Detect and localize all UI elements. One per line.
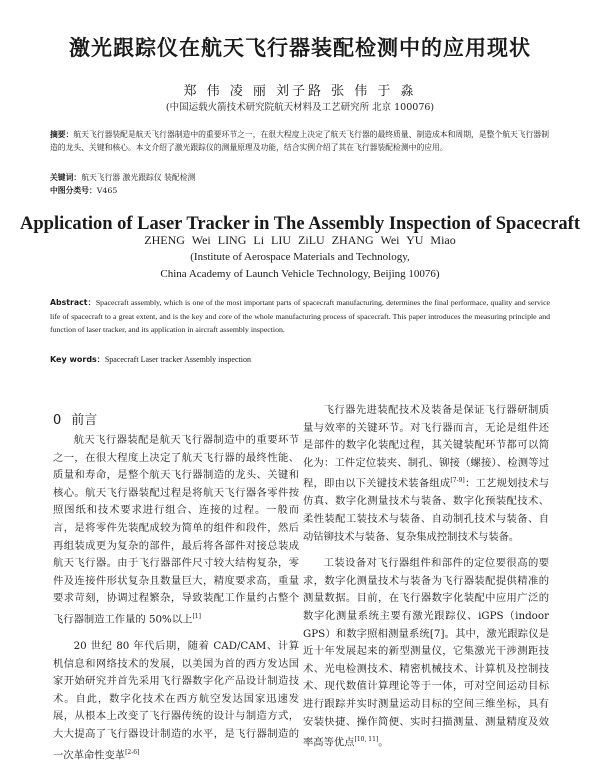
paper-title-cn: 激光跟踪仪在航天飞行器装配检测中的应用现状	[69, 36, 531, 60]
abstract-cn-label: 摘要：	[50, 130, 74, 139]
right-paragraph-2: 工装设备对飞行器组件和部件的定位要很高的要求，数字化测量技术与装备为飞行器装配提供精准的测量数据。目前，在飞行器数字化装配中应用广泛的数字化测量系统主要有激光跟踪仪、iGPS（indoor GPS）和数字照相测量系统[7]。其中，激光跟踪仪是近十年发展起来的新型测量仪，它集激光干涉测距技术、光电检测技术、精密机械技术、计算机及控制技术、现代数值计算理论等于一体，可对空间运动目标进行跟踪并实时测量运动目标的空间三维坐标，具有安装快捷、操作简便、实时扫描测量、测量精度及效率高等优点[10, 11]。	[303, 557, 549, 749]
citation: [2-6]	[125, 748, 140, 756]
affiliation-cn: (中国运载火箭技术研究院航天材料及工艺研究所 北京 100076)	[165, 102, 435, 113]
classification-cn	[50, 185, 550, 196]
affiliation-en-line2: China Academy of Launch Vehicle Technology, Beijing 10076)	[160, 268, 440, 280]
citation: [7-9]	[450, 477, 465, 485]
section-heading-intro	[53, 409, 107, 428]
keywords-cn	[50, 172, 550, 183]
right-paragraph-1: 飞行器先进装配技术及装备是保证飞行器研制质量与效率的关键环节。对飞行器而言，无论是组件还是部件的数字化装配过程，其关键装配环节都可以简化为：工件定位装夹、制孔、铆接（螺接）、检测等过程，即由以下关键技术装备组成[7-9]：工艺规划技术与仿真、数字化测量技术与装备、数字化预装配技术、柔性装配工装技术与装备、自动制孔技术与装备、自动钻铆技术与装备、复杂集成控制技术与装备。	[303, 404, 550, 543]
section-title: 前言	[71, 413, 98, 428]
right-column	[303, 402, 549, 752]
abstract-en-label: Abstract：	[50, 298, 96, 307]
abstract-cn	[50, 128, 550, 154]
left-paragraph-1: 航天飞行器装配是航天飞行器制造中的重要环节之一，在很大程度上决定了航天飞行器的最终性能、质量和寿命，是整个航天飞行器制造的龙头、关键和核心。航天飞行器装配过程是将航天飞行器各零件按照图纸和技术要求进行组合、连接的过程。一般而言，是将零件先装配成较为简单的组件和段件，然后再组装成更为复杂的部件，最后将各部件对接总装成航天飞行器。由于飞行器部件尺寸较大结构复杂，零件及连接件形状复杂且数量巨大，精度要求高，重量要求苛刻，协调过程繁杂，导致装配工作量约占整个飞行器制造工作量的 50%以上[1]	[53, 434, 299, 626]
authors-cn: 郑 伟 凌 丽 刘子路 张 伟 于 淼	[183, 84, 417, 99]
section-number: 0	[53, 413, 62, 428]
keywords-en	[50, 354, 550, 365]
left-column	[53, 432, 299, 765]
classification-cn-text: V465	[96, 186, 118, 195]
keywords-cn-text: 航天飞行器 激光跟踪仪 装配检测	[81, 173, 196, 182]
abstract-en	[50, 296, 550, 337]
left-paragraph-2: 20 世纪 80 年代后期，随着 CAD/CAM、计算机信息和网络技术的发展，以美国为首的西方发达国家开始研究并首先采用飞行器数字化产品设计制造技术。自此，数字化技术在西方航空发达国家迅速发展，从根本上改变了飞行器传统的设计与制造方式，大大提高了飞行器设计制造的水平，是飞行器制造的一次革命性变革[2-6]	[53, 639, 299, 761]
keywords-en-label: Key words：	[50, 355, 105, 364]
paper-title-en: Application of Laser Tracker in The Assembly Inspection of Spacecraft	[20, 214, 580, 234]
abstract-cn-text: 航天飞行器装配是航天飞行器制造中的重要环节之一，在很大程度上决定了航天飞行器的最终质量、制造成本和周期，是整个航天飞行器制造的龙头、关键和核心。本文介绍了激光跟踪仪的测量原理及功能，结合实例介绍了其在飞行器装配检测中的应用。	[50, 130, 549, 152]
citation: [1]	[192, 612, 201, 620]
keywords-cn-label: 关键词：	[50, 173, 82, 182]
classification-cn-label: 中图分类号：	[50, 186, 97, 195]
affiliation-en-line1: (Institute of Aerospace Materials and Technology,	[190, 251, 410, 263]
keywords-en-text: Spacecraft Laser tracker Assembly inspection	[104, 355, 251, 364]
citation: [10, 11]	[354, 736, 379, 744]
authors-en: ZHENG Wei LING Li LIU ZiLU ZHANG Wei YU Miao	[144, 233, 456, 247]
abstract-en-text: Spacecraft assembly, which is one of the most important parts of spacecraft manufacturing, determines the final performace, quality and service life of spacecraft to a great extent, and is the key and core of the whole manufacturing process of spacecraft. This paper introduces the measuring principle and function of laser tracker, and its application in aircraft assembly inspection.	[50, 298, 550, 334]
